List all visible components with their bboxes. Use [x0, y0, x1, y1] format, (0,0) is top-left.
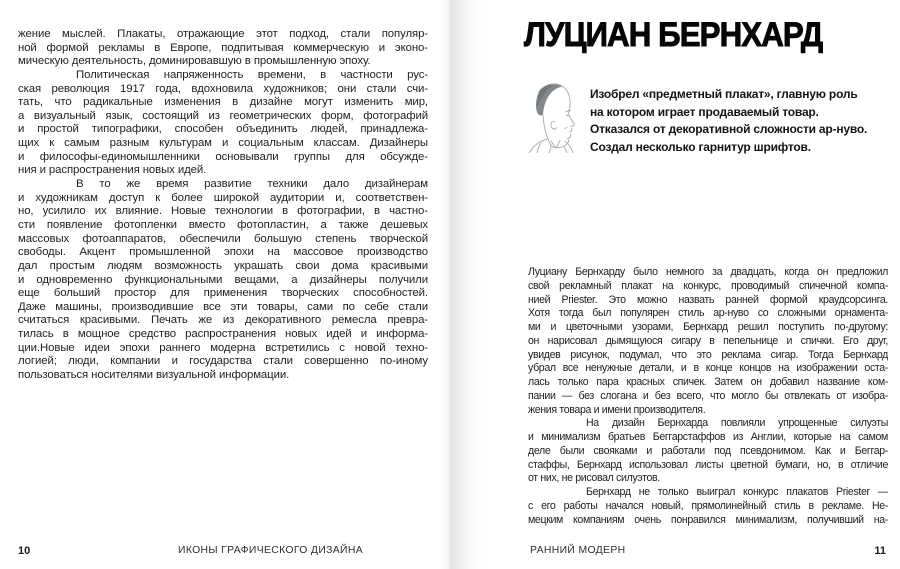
text-line: массовых фотоаппаратов, обеспечили большую степень творческой	[18, 232, 428, 245]
text-line: Хотя тогда был популярен стиль ар-нуво со сложными орнамента-	[528, 307, 888, 320]
text-line: и минимализм братьев Беггарстаффов из Англии, которые на самом	[528, 431, 888, 443]
left-page-number: 10	[18, 545, 31, 557]
text-line: Политическая напряженность времени, в частности рус-	[76, 68, 428, 81]
text-line: Даже машины, производившие все эти товары, сами по себе стали	[18, 300, 428, 313]
text-line: с его работы начался новый, прямолинейный стиль в рекламе. Не-	[528, 499, 888, 512]
portrait-sketch-icon	[521, 79, 579, 153]
left-page-body-text	[18, 28, 428, 383]
text-line: деле были свояками и работали под псевдонимом. Как и Беггар-	[528, 444, 888, 457]
text-line: тилась в мощное средство распространения новых идей и информа-	[18, 328, 428, 341]
text-line: пользоваться носителями визуальной информации.	[18, 369, 290, 382]
right-page-body-text	[528, 266, 888, 527]
text-line: свободы. Акцент промышленной эпохи на массовое производство	[18, 246, 428, 259]
text-line: увидев рисунок, подумал, что это реклама сигар. Тогда Бернхард	[528, 348, 888, 361]
text-line: ции.Новые идеи эпохи раннего модерна встретились с новой техно-	[18, 341, 428, 354]
text-line: тать, что радикальные изменения в дизайне могут изменить мир,	[18, 96, 428, 109]
text-line: Бернхард не только выиграл конкурс плакатов Priester —	[586, 486, 888, 498]
text-line: и художникам доступ к более широкой аудитории и, соответствен-	[18, 191, 428, 204]
page-title: ЛУЦИАН БЕРНХАРД	[524, 16, 823, 54]
text-line: и философы-единомышленники основывали группы для обсужде-	[18, 150, 428, 163]
text-line: ной формой рекламы в Европе, подпитывая коммерческую и эконо-	[18, 41, 428, 54]
spine-shadow	[450, 0, 482, 569]
text-line: он нарисовал дымящуюся сигару в пепельнице и спички. Его друг,	[528, 334, 888, 347]
text-line: Создал несколько гарнитур шрифтов.	[590, 140, 811, 155]
text-line: жение мыслей. Плакаты, отражающие этот подход, стали популяр-	[18, 28, 428, 40]
text-line: дал простым людям возможность украшать свои дома красивыми	[18, 259, 428, 272]
text-line: лась только пара красных спичек. Затем он добавил название ком-	[528, 376, 888, 388]
text-line: мецким компаниям очень понравился минимализм, получивший на-	[528, 513, 888, 526]
text-line: Луциану Бернхарду было немного за двадцать, когда он предложил	[528, 266, 888, 278]
right-running-title: РАННИЙ МОДЕРН	[530, 545, 626, 556]
text-line: жения товара и имени производителя.	[528, 403, 706, 416]
text-line: и одновременно функциональными вещами, а дизайнеры получили	[18, 273, 428, 286]
text-line: еще больший простор для применения творческих способностей.	[18, 287, 428, 300]
left-running-title: ИКОНЫ ГРАФИЧЕСКОГО ДИЗАЙНА	[178, 545, 363, 556]
text-line: но, усилило их влияние. Новые технологии в фотографии, в частно-	[18, 205, 428, 218]
text-line: пании — без слогана и без всего, что могло бы отвлекать от изобра-	[528, 389, 888, 402]
text-line: Отказался от декоративной сложности ар-нуво.	[590, 122, 868, 137]
text-line: логией; люди, компании и государства стали совершенно по-иному	[18, 355, 428, 368]
text-line: считаться красивыми. Печать же из декоративного ремесла превра-	[18, 314, 428, 327]
intro-summary	[590, 86, 886, 157]
text-line: свой рекламный плакат на конкурс, проводимый спичечной компа-	[528, 279, 888, 292]
text-line: Изобрел «предметный плакат», главную роль	[590, 87, 858, 101]
text-line: ская революция 1917 года, вдохновила художников; они стали счи-	[18, 82, 428, 95]
spine-shadow-left	[440, 0, 450, 569]
text-line: На дизайн Бернхарда повлияли упрощенные силуэты	[586, 417, 888, 430]
text-line: ми и цветочными узорами, Бернхард решил поступить по-другому:	[528, 321, 888, 333]
text-line: на котором играет продаваемый товар.	[590, 104, 819, 119]
text-line: а визуальный язык, состоящий из геометрических форм, фотографий	[18, 109, 428, 122]
text-line: и простой типографики, способен объединить людей, принадлежа-	[18, 123, 428, 136]
text-line: убрал все ненужные детали, и в конце концов на изображении оста-	[528, 362, 888, 375]
text-line: ния и распространения новых идей.	[18, 164, 207, 177]
text-line: щих к самым разным культурам и социальным классам. Дизайнеры	[18, 137, 428, 150]
text-line: от них, не рисовал силуэтов.	[528, 472, 660, 485]
right-page-number: 11	[874, 545, 886, 557]
text-line: стаффы, Бернхард использовал листы цветной бумаги, но, в отличие	[528, 458, 888, 471]
text-line: сти появление фотопленки вместо фотопластин, а также дешевых	[18, 218, 428, 231]
text-line: В то же время развитие техники дало дизайнерам	[76, 178, 428, 191]
text-line: мическую деятельность, доминировавшую в промышленную эпоху.	[18, 55, 371, 68]
text-line: нией Priester. Это можно назвать ранней формой краудсорсинга.	[528, 293, 888, 306]
